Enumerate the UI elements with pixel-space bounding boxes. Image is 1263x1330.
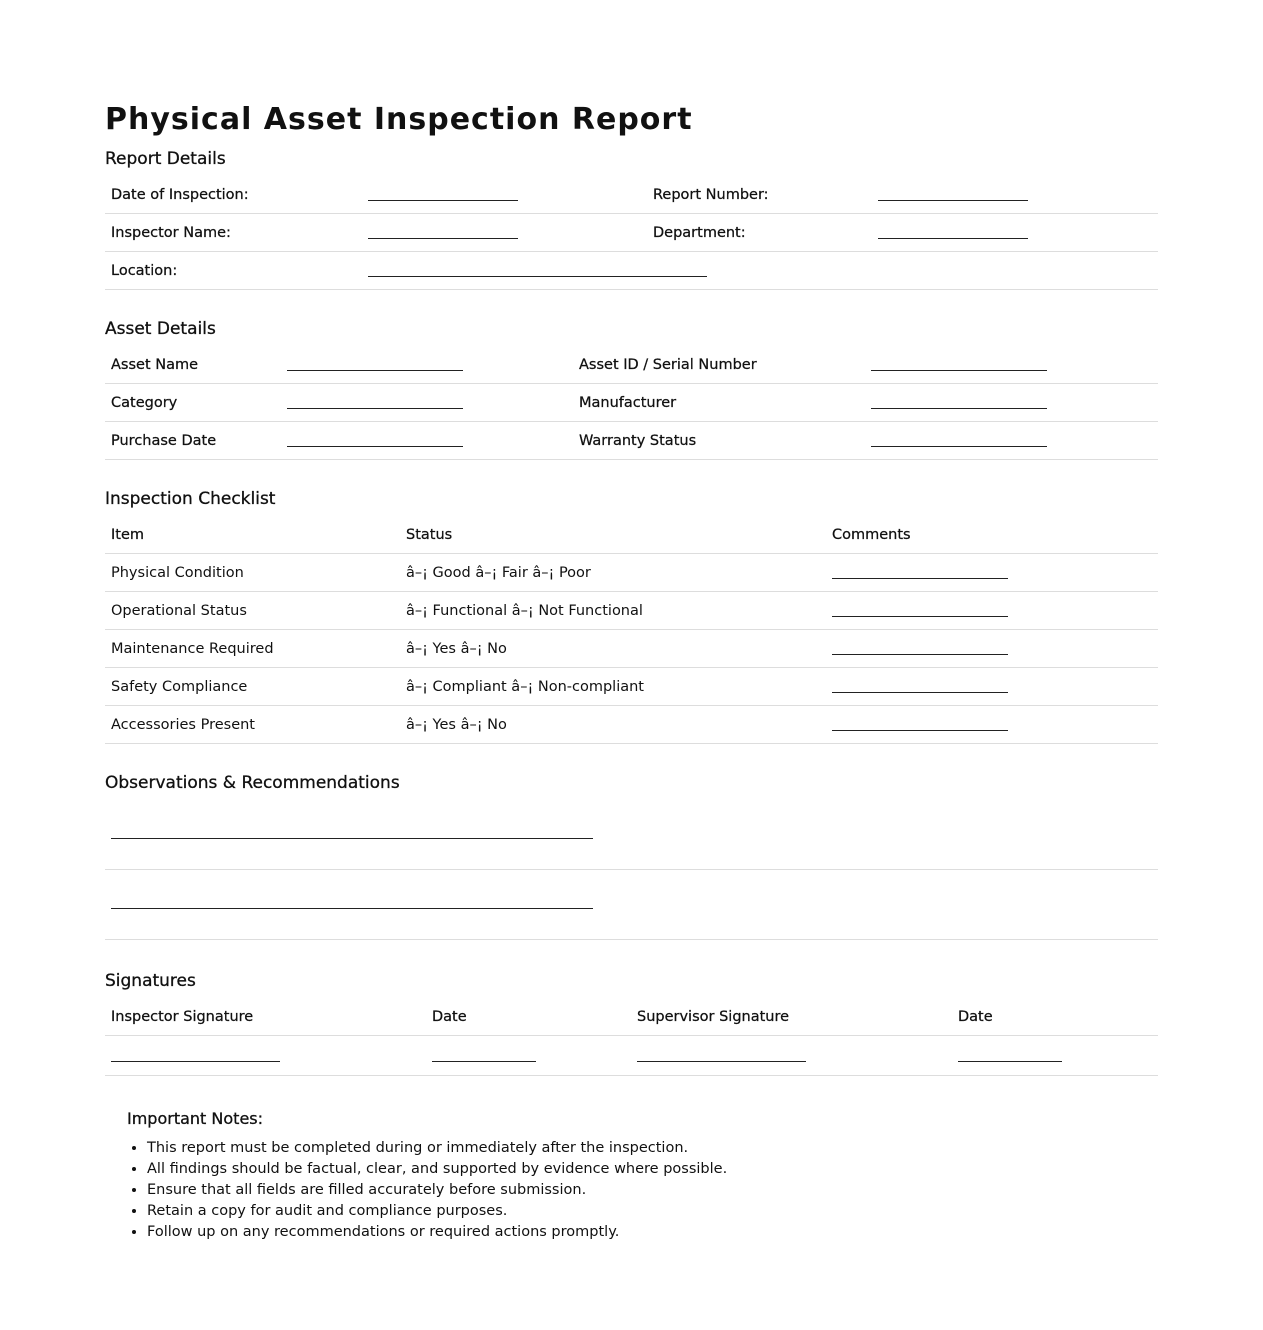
manufacturer-field[interactable] bbox=[871, 396, 1047, 409]
observations-heading: Observations & Recommendations bbox=[105, 773, 400, 793]
inspector-name-label: Inspector Name: bbox=[105, 214, 362, 252]
asset-id-field[interactable] bbox=[871, 358, 1047, 371]
checklist-item: Operational Status bbox=[105, 592, 400, 630]
checklist-item: Safety Compliance bbox=[105, 668, 400, 706]
checklist-item: Maintenance Required bbox=[105, 630, 400, 668]
table-row bbox=[105, 422, 1158, 460]
inspection-checklist-table bbox=[105, 516, 1158, 744]
column-header-comments: Comments bbox=[826, 516, 1158, 554]
column-header-status: Status bbox=[400, 516, 826, 554]
checklist-comment-field[interactable] bbox=[832, 680, 1008, 693]
checklist-item: Accessories Present bbox=[105, 706, 400, 744]
observation-line-field[interactable] bbox=[111, 826, 593, 839]
observation-line-row bbox=[105, 800, 1158, 870]
checklist-comment-field[interactable] bbox=[832, 718, 1008, 731]
list-item: • This report must be completed during or immediately after the inspection. bbox=[147, 1138, 1158, 1159]
report-details-heading: Report Details bbox=[105, 149, 226, 169]
column-header-item: Item bbox=[105, 516, 400, 554]
table-row bbox=[105, 346, 1158, 384]
table-row bbox=[105, 592, 1158, 630]
table-row bbox=[105, 176, 1158, 214]
observations-area bbox=[105, 800, 1158, 940]
notes-heading: Important Notes: bbox=[127, 1109, 264, 1128]
checklist-status-options[interactable]: â–¡ Yes â–¡ No bbox=[400, 630, 826, 668]
category-label: Category bbox=[105, 384, 281, 422]
purchase-date-label: Purchase Date bbox=[105, 422, 281, 460]
inspection-checklist-heading: Inspection Checklist bbox=[105, 489, 276, 509]
asset-details-table bbox=[105, 346, 1158, 460]
column-header-date: Date bbox=[426, 998, 631, 1036]
table-row bbox=[105, 706, 1158, 744]
list-item: • All findings should be factual, clear, and supported by evidence where possible. bbox=[147, 1159, 1158, 1180]
observation-line-field[interactable] bbox=[111, 896, 593, 909]
table-row bbox=[105, 214, 1158, 252]
list-item: • Retain a copy for audit and compliance purposes. bbox=[147, 1201, 1158, 1222]
location-label: Location: bbox=[105, 252, 362, 290]
department-field[interactable] bbox=[878, 226, 1028, 239]
department-label: Department: bbox=[647, 214, 872, 252]
important-notes bbox=[105, 1104, 1158, 1243]
observation-line-row bbox=[105, 870, 1158, 940]
asset-id-label: Asset ID / Serial Number bbox=[573, 346, 865, 384]
page-title: Physical Asset Inspection Report bbox=[105, 102, 693, 137]
report-number-field[interactable] bbox=[878, 188, 1028, 201]
manufacturer-label: Manufacturer bbox=[573, 384, 865, 422]
asset-name-field[interactable] bbox=[287, 358, 463, 371]
purchase-date-field[interactable] bbox=[287, 434, 463, 447]
date-of-inspection-field[interactable] bbox=[368, 188, 518, 201]
table-row bbox=[105, 1036, 1158, 1076]
checklist-item: Physical Condition bbox=[105, 554, 400, 592]
location-field[interactable] bbox=[368, 264, 707, 277]
date-of-inspection-label: Date of Inspection: bbox=[105, 176, 362, 214]
table-row bbox=[105, 668, 1158, 706]
asset-name-label: Asset Name bbox=[105, 346, 281, 384]
checklist-status-options[interactable]: â–¡ Good â–¡ Fair â–¡ Poor bbox=[400, 554, 826, 592]
signatures-table bbox=[105, 998, 1158, 1076]
table-row bbox=[105, 384, 1158, 422]
checklist-comment-field[interactable] bbox=[832, 566, 1008, 579]
checklist-status-options[interactable]: â–¡ Compliant â–¡ Non-compliant bbox=[400, 668, 826, 706]
list-item: • Ensure that all fields are filled accurately before submission. bbox=[147, 1180, 1158, 1201]
warranty-status-field[interactable] bbox=[871, 434, 1047, 447]
inspector-signature-field[interactable] bbox=[111, 1049, 280, 1062]
column-header-date: Date bbox=[952, 998, 1158, 1036]
checklist-comment-field[interactable] bbox=[832, 604, 1008, 617]
inspector-name-field[interactable] bbox=[368, 226, 518, 239]
inspector-date-field[interactable] bbox=[432, 1049, 536, 1062]
report-details-table bbox=[105, 176, 1158, 290]
notes-list bbox=[127, 1138, 1158, 1243]
column-header-inspector-signature: Inspector Signature bbox=[105, 998, 426, 1036]
column-header-supervisor-signature: Supervisor Signature bbox=[631, 998, 952, 1036]
checklist-comment-field[interactable] bbox=[832, 642, 1008, 655]
asset-details-heading: Asset Details bbox=[105, 319, 216, 339]
checklist-status-options[interactable]: â–¡ Functional â–¡ Not Functional bbox=[400, 592, 826, 630]
supervisor-signature-field[interactable] bbox=[637, 1049, 806, 1062]
table-row bbox=[105, 554, 1158, 592]
table-row bbox=[105, 252, 1158, 290]
supervisor-date-field[interactable] bbox=[958, 1049, 1062, 1062]
table-header-row bbox=[105, 516, 1158, 554]
report-number-label: Report Number: bbox=[647, 176, 872, 214]
warranty-status-label: Warranty Status bbox=[573, 422, 865, 460]
list-item: • Follow up on any recommendations or required actions promptly. bbox=[147, 1222, 1158, 1243]
category-field[interactable] bbox=[287, 396, 463, 409]
checklist-status-options[interactable]: â–¡ Yes â–¡ No bbox=[400, 706, 826, 744]
signatures-heading: Signatures bbox=[105, 971, 196, 991]
table-row bbox=[105, 630, 1158, 668]
table-header-row bbox=[105, 998, 1158, 1036]
report-content bbox=[105, 98, 1158, 1243]
